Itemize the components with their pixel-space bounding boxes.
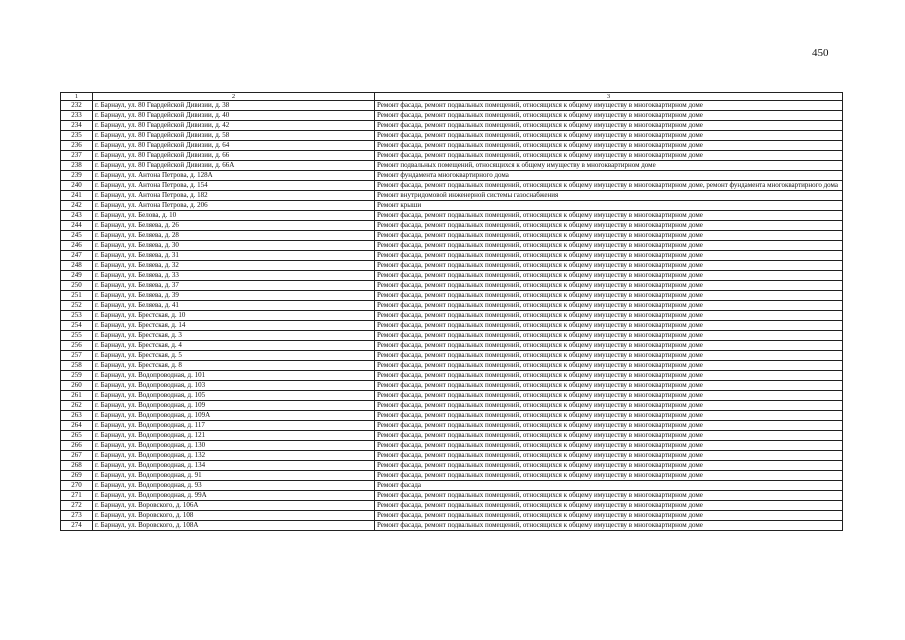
table-row (61, 291, 843, 301)
table-row (61, 431, 843, 441)
table-row (61, 341, 843, 351)
row-work-type: Ремонт фасада, ремонт подвальных помещений, относящихся к общему имуществу в многоквартирном доме (375, 121, 843, 131)
row-number: 241 (61, 191, 93, 201)
row-number: 267 (61, 451, 93, 461)
row-number: 263 (61, 411, 93, 421)
row-work-type: Ремонт фасада, ремонт подвальных помещений, относящихся к общему имуществу в многоквартирном доме (375, 461, 843, 471)
table-row (61, 171, 843, 181)
table-row (61, 401, 843, 411)
table-row (61, 211, 843, 221)
row-work-type: Ремонт фасада, ремонт подвальных помещений, относящихся к общему имуществу в многоквартирном доме (375, 391, 843, 401)
table-row (61, 451, 843, 461)
row-number: 260 (61, 381, 93, 391)
table-row (61, 121, 843, 131)
column-header-number: 1 (61, 93, 93, 101)
row-work-type: Ремонт фасада, ремонт подвальных помещений, относящихся к общему имуществу в многоквартирном доме (375, 341, 843, 351)
table-row (61, 481, 843, 491)
row-work-type: Ремонт фасада, ремонт подвальных помещений, относящихся к общему имуществу в многоквартирном доме (375, 371, 843, 381)
row-number: 255 (61, 331, 93, 341)
row-number: 266 (61, 441, 93, 451)
row-work-type: Ремонт фасада, ремонт подвальных помещений, относящихся к общему имуществу в многоквартирном доме (375, 421, 843, 431)
row-address: г. Барнаул, ул. Брестская, д. 4 (93, 341, 375, 351)
row-address: г. Барнаул, ул. Беляева, д. 32 (93, 261, 375, 271)
table-row (61, 491, 843, 501)
row-number: 238 (61, 161, 93, 171)
row-work-type: Ремонт фасада, ремонт подвальных помещений, относящихся к общему имуществу в многоквартирном доме (375, 261, 843, 271)
row-work-type: Ремонт фасада, ремонт подвальных помещений, относящихся к общему имуществу в многоквартирном доме (375, 151, 843, 161)
row-number: 253 (61, 311, 93, 321)
row-address: г. Барнаул, ул. Водопроводная, д. 134 (93, 461, 375, 471)
row-work-type: Ремонт фасада, ремонт подвальных помещений, относящихся к общему имуществу в многоквартирном доме (375, 511, 843, 521)
row-address: г. Барнаул, ул. Воровского, д. 108 (93, 511, 375, 521)
table-row (61, 301, 843, 311)
row-number: 246 (61, 241, 93, 251)
row-number: 254 (61, 321, 93, 331)
row-work-type: Ремонт фундамента многоквартирного дома (375, 171, 843, 181)
table-row (61, 241, 843, 251)
row-address: г. Барнаул, ул. 80 Гвардейской Дивизии, д. 66 (93, 151, 375, 161)
table-row (61, 351, 843, 361)
row-number: 261 (61, 391, 93, 401)
row-address: г. Барнаул, ул. Беляева, д. 31 (93, 251, 375, 261)
table-row (61, 511, 843, 521)
row-address: г. Барнаул, ул. Брестская, д. 3 (93, 331, 375, 341)
row-address: г. Барнаул, ул. 80 Гвардейской Дивизии, д. 38 (93, 101, 375, 111)
table-row (61, 311, 843, 321)
row-number: 251 (61, 291, 93, 301)
row-work-type: Ремонт фасада, ремонт подвальных помещений, относящихся к общему имуществу в многоквартирном доме (375, 301, 843, 311)
row-number: 242 (61, 201, 93, 211)
row-number: 269 (61, 471, 93, 481)
row-number: 243 (61, 211, 93, 221)
row-work-type: Ремонт крыши (375, 201, 843, 211)
row-work-type: Ремонт подвальных помещений, относящихся к общему имуществу в многоквартирном доме (375, 161, 843, 171)
row-number: 236 (61, 141, 93, 151)
table-body (61, 101, 843, 531)
row-number: 258 (61, 361, 93, 371)
row-address: г. Барнаул, ул. Беляева, д. 37 (93, 281, 375, 291)
row-work-type: Ремонт фасада, ремонт подвальных помещений, относящихся к общему имуществу в многоквартирном доме (375, 491, 843, 501)
row-number: 271 (61, 491, 93, 501)
row-address: г. Барнаул, ул. Водопроводная, д. 93 (93, 481, 375, 491)
row-work-type: Ремонт фасада, ремонт подвальных помещений, относящихся к общему имуществу в многоквартирном доме (375, 431, 843, 441)
row-work-type: Ремонт фасада, ремонт подвальных помещений, относящихся к общему имуществу в многоквартирном доме (375, 281, 843, 291)
row-address: г. Барнаул, ул. Брестская, д. 8 (93, 361, 375, 371)
row-work-type: Ремонт фасада, ремонт подвальных помещений, относящихся к общему имуществу в многоквартирном доме (375, 221, 843, 231)
row-address: г. Барнаул, ул. Водопроводная, д. 109 (93, 401, 375, 411)
row-number: 264 (61, 421, 93, 431)
table-row (61, 331, 843, 341)
row-number: 273 (61, 511, 93, 521)
table-row (61, 411, 843, 421)
table-row (61, 391, 843, 401)
row-number: 237 (61, 151, 93, 161)
column-header-address: 2 (93, 93, 375, 101)
table-row (61, 261, 843, 271)
row-work-type: Ремонт фасада, ремонт подвальных помещений, относящихся к общему имуществу в многоквартирном доме (375, 501, 843, 511)
column-header-work-type: 3 (375, 93, 843, 101)
table-row (61, 111, 843, 121)
row-address: г. Барнаул, ул. Антона Петрова, д. 128А (93, 171, 375, 181)
row-address: г. Барнаул, ул. Водопроводная, д. 103 (93, 381, 375, 391)
row-number: 265 (61, 431, 93, 441)
row-work-type: Ремонт фасада, ремонт подвальных помещений, относящихся к общему имуществу в многоквартирном доме (375, 211, 843, 221)
table-row (61, 421, 843, 431)
row-address: г. Барнаул, ул. Водопроводная, д. 121 (93, 431, 375, 441)
row-address: г. Барнаул, ул. Воровского, д. 108А (93, 521, 375, 531)
row-work-type: Ремонт фасада, ремонт подвальных помещений, относящихся к общему имуществу в многоквартирном доме (375, 521, 843, 531)
table-row (61, 441, 843, 451)
row-address: г. Барнаул, ул. Водопроводная, д. 130 (93, 441, 375, 451)
table-row (61, 201, 843, 211)
row-number: 233 (61, 111, 93, 121)
row-work-type: Ремонт фасада, ремонт подвальных помещений, относящихся к общему имуществу в многоквартирном доме (375, 321, 843, 331)
row-number: 239 (61, 171, 93, 181)
table-row (61, 141, 843, 151)
row-work-type: Ремонт фасада, ремонт подвальных помещений, относящихся к общему имуществу в многоквартирном доме (375, 241, 843, 251)
row-number: 234 (61, 121, 93, 131)
row-number: 249 (61, 271, 93, 281)
header-row (61, 93, 843, 101)
table-row (61, 131, 843, 141)
row-work-type: Ремонт фасада, ремонт подвальных помещений, относящихся к общему имуществу в многоквартирном доме (375, 141, 843, 151)
row-work-type: Ремонт фасада, ремонт подвальных помещений, относящихся к общему имуществу в многоквартирном доме (375, 451, 843, 461)
row-number: 244 (61, 221, 93, 231)
table-row (61, 321, 843, 331)
repair-registry-table (60, 92, 843, 531)
row-address: г. Барнаул, ул. Водопроводная, д. 91 (93, 471, 375, 481)
row-work-type: Ремонт фасада, ремонт подвальных помещений, относящихся к общему имуществу в многоквартирном доме, ремонт фундамента многоквартирного дома (375, 181, 843, 191)
table-row (61, 221, 843, 231)
row-work-type: Ремонт фасада, ремонт подвальных помещений, относящихся к общему имуществу в многоквартирном доме (375, 101, 843, 111)
row-address: г. Барнаул, ул. Брестская, д. 14 (93, 321, 375, 331)
row-address: г. Барнаул, ул. 80 Гвардейской Дивизии, д. 42 (93, 121, 375, 131)
row-work-type: Ремонт фасада, ремонт подвальных помещений, относящихся к общему имуществу в многоквартирном доме (375, 401, 843, 411)
row-number: 259 (61, 371, 93, 381)
table-row (61, 191, 843, 201)
row-work-type: Ремонт фасада, ремонт подвальных помещений, относящихся к общему имуществу в многоквартирном доме (375, 441, 843, 451)
row-number: 256 (61, 341, 93, 351)
row-work-type: Ремонт фасада, ремонт подвальных помещений, относящихся к общему имуществу в многоквартирном доме (375, 351, 843, 361)
table-row (61, 101, 843, 111)
row-work-type: Ремонт фасада, ремонт подвальных помещений, относящихся к общему имуществу в многоквартирном доме (375, 331, 843, 341)
row-address: г. Барнаул, ул. Беляева, д. 39 (93, 291, 375, 301)
row-number: 274 (61, 521, 93, 531)
table-row (61, 371, 843, 381)
row-address: г. Барнаул, ул. Беляева, д. 41 (93, 301, 375, 311)
table-row (61, 271, 843, 281)
row-address: г. Барнаул, ул. Воровского, д. 106А (93, 501, 375, 511)
table-row (61, 381, 843, 391)
row-number: 247 (61, 251, 93, 261)
table-row (61, 501, 843, 511)
row-address: г. Барнаул, ул. Антона Петрова, д. 206 (93, 201, 375, 211)
table-row (61, 461, 843, 471)
row-work-type: Ремонт фасада, ремонт подвальных помещений, относящихся к общему имуществу в многоквартирном доме (375, 361, 843, 371)
row-address: г. Барнаул, ул. Водопроводная, д. 99А (93, 491, 375, 501)
row-address: г. Барнаул, ул. Белова, д. 10 (93, 211, 375, 221)
row-work-type: Ремонт фасада, ремонт подвальных помещений, относящихся к общему имуществу в многоквартирном доме (375, 111, 843, 121)
row-address: г. Барнаул, ул. Водопроводная, д. 132 (93, 451, 375, 461)
row-number: 268 (61, 461, 93, 471)
row-address: г. Барнаул, ул. Беляева, д. 26 (93, 221, 375, 231)
row-address: г. Барнаул, ул. 80 Гвардейской Дивизии, д. 40 (93, 111, 375, 121)
row-number: 270 (61, 481, 93, 491)
row-number: 245 (61, 231, 93, 241)
row-address: г. Барнаул, ул. Антона Петрова, д. 154 (93, 181, 375, 191)
row-work-type: Ремонт фасада (375, 481, 843, 491)
table-row (61, 251, 843, 261)
row-number: 235 (61, 131, 93, 141)
row-address: г. Барнаул, ул. Водопроводная, д. 117 (93, 421, 375, 431)
table-row (61, 181, 843, 191)
page-number: 450 (812, 47, 829, 59)
row-work-type: Ремонт фасада, ремонт подвальных помещений, относящихся к общему имуществу в многоквартирном доме (375, 411, 843, 421)
row-number: 250 (61, 281, 93, 291)
row-address: г. Барнаул, ул. Брестская, д. 5 (93, 351, 375, 361)
row-address: г. Барнаул, ул. Беляева, д. 30 (93, 241, 375, 251)
row-work-type: Ремонт фасада, ремонт подвальных помещений, относящихся к общему имуществу в многоквартирном доме (375, 471, 843, 481)
row-work-type: Ремонт фасада, ремонт подвальных помещений, относящихся к общему имуществу в многоквартирном доме (375, 231, 843, 241)
row-address: г. Барнаул, ул. Водопроводная, д. 105 (93, 391, 375, 401)
row-address: г. Барнаул, ул. Антона Петрова, д. 182 (93, 191, 375, 201)
table-row (61, 161, 843, 171)
row-number: 257 (61, 351, 93, 361)
table-row (61, 231, 843, 241)
table-row (61, 281, 843, 291)
row-address: г. Барнаул, ул. Беляева, д. 28 (93, 231, 375, 241)
table-row (61, 151, 843, 161)
table-row (61, 471, 843, 481)
row-address: г. Барнаул, ул. Беляева, д. 33 (93, 271, 375, 281)
row-work-type: Ремонт внутридомовой инженерной системы газоснабжения (375, 191, 843, 201)
row-address: г. Барнаул, ул. 80 Гвардейской Дивизии, д. 64 (93, 141, 375, 151)
row-work-type: Ремонт фасада, ремонт подвальных помещений, относящихся к общему имуществу в многоквартирном доме (375, 311, 843, 321)
row-number: 232 (61, 101, 93, 111)
row-number: 262 (61, 401, 93, 411)
row-number: 272 (61, 501, 93, 511)
row-number: 248 (61, 261, 93, 271)
row-work-type: Ремонт фасада, ремонт подвальных помещений, относящихся к общему имуществу в многоквартирном доме (375, 131, 843, 141)
row-number: 240 (61, 181, 93, 191)
row-number: 252 (61, 301, 93, 311)
row-address: г. Барнаул, ул. 80 Гвардейской Дивизии, д. 66А (93, 161, 375, 171)
row-address: г. Барнаул, ул. Брестская, д. 10 (93, 311, 375, 321)
table-row (61, 361, 843, 371)
table-row (61, 521, 843, 531)
row-work-type: Ремонт фасада, ремонт подвальных помещений, относящихся к общему имуществу в многоквартирном доме (375, 271, 843, 281)
row-address: г. Барнаул, ул. 80 Гвардейской Дивизии, д. 58 (93, 131, 375, 141)
row-work-type: Ремонт фасада, ремонт подвальных помещений, относящихся к общему имуществу в многоквартирном доме (375, 251, 843, 261)
row-address: г. Барнаул, ул. Водопроводная, д. 101 (93, 371, 375, 381)
row-work-type: Ремонт фасада, ремонт подвальных помещений, относящихся к общему имуществу в многоквартирном доме (375, 291, 843, 301)
row-work-type: Ремонт фасада, ремонт подвальных помещений, относящихся к общему имуществу в многоквартирном доме (375, 381, 843, 391)
row-address: г. Барнаул, ул. Водопроводная, д. 109А (93, 411, 375, 421)
